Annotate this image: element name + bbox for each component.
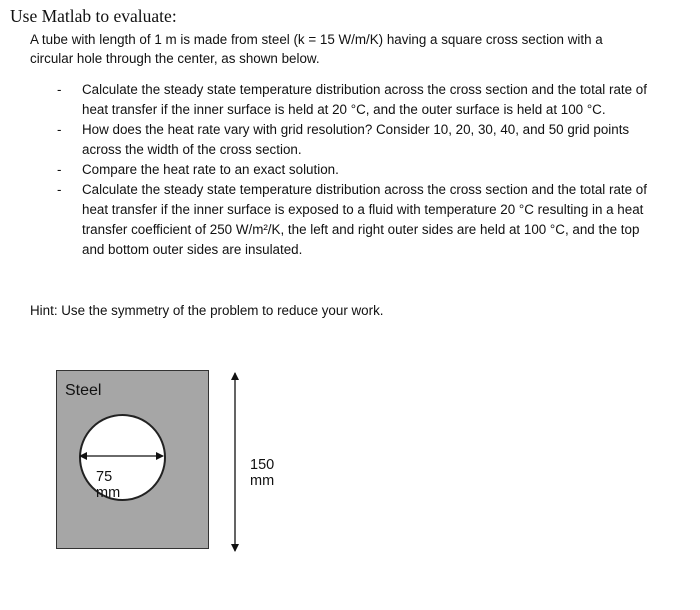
steel-label: Steel [65, 382, 102, 399]
task-item [57, 160, 687, 180]
task-line: Calculate the steady state temperature distribution across the cross section and the total rate of [82, 182, 647, 197]
task-line: across the width of the cross section. [82, 142, 302, 157]
hole-diameter-label: 75 mm [96, 469, 121, 501]
bullet-dash: - [57, 162, 62, 177]
task-list [57, 80, 687, 260]
dimension-arrows [56, 370, 256, 555]
problem-heading: Use Matlab to evaluate: [10, 6, 177, 26]
hint-text: Hint: Use the symmetry of the problem to reduce your work. [30, 303, 384, 318]
task-line: transfer coefficient of 250 W/m²/K, the left and right outer sides are held at 100 °C, and the top [82, 222, 640, 237]
bullet-dash: - [57, 182, 62, 197]
bullet-dash: - [57, 82, 62, 97]
bullet-dash: - [57, 122, 62, 137]
task-line: heat transfer if the inner surface is exposed to a fluid with temperature 20 °C resulting in a heat [82, 202, 644, 217]
task-line: Calculate the steady state temperature distribution across the cross section and the total rate of [82, 82, 647, 97]
task-item [57, 80, 687, 120]
intro-line: A tube with length of 1 m is made from steel (k = 15 W/m/K) having a square cross section with a [30, 32, 603, 47]
task-line: How does the heat rate vary with grid resolution? Consider 10, 20, 30, 40, and 50 grid points [82, 122, 630, 137]
task-line: and bottom outer sides are insulated. [82, 242, 303, 257]
task-item [57, 180, 687, 260]
task-line: heat transfer if the inner surface is held at 20 °C, and the outer surface is held at 100 °C. [82, 102, 606, 117]
task-line: Compare the heat rate to an exact solution. [82, 162, 339, 177]
task-item [57, 120, 687, 160]
outer-size-label: 150 mm [250, 457, 275, 489]
problem-intro [30, 30, 670, 68]
intro-line: circular hole through the center, as shown below. [30, 51, 320, 66]
